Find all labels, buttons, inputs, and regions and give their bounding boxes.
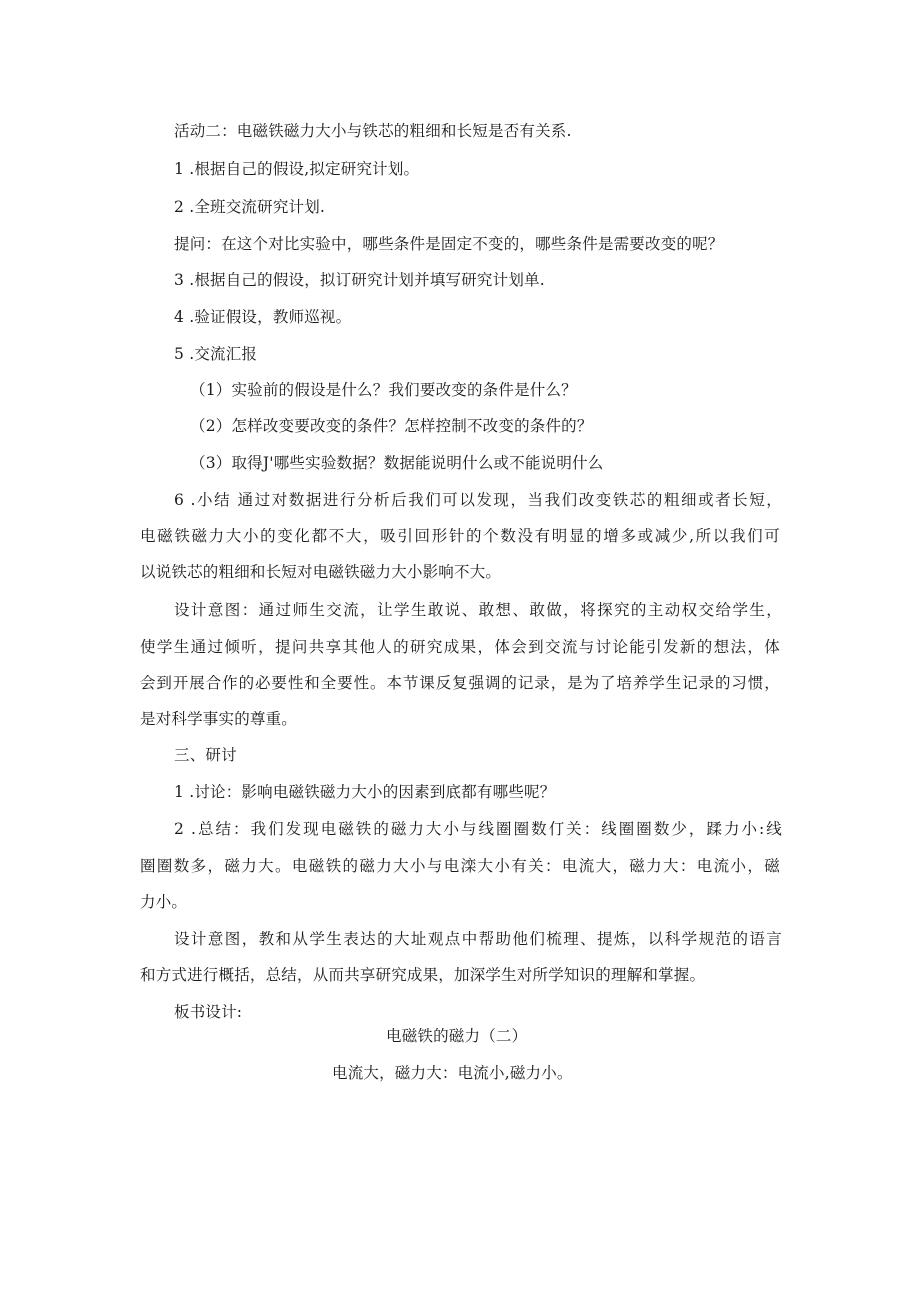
board-design-label: 板书设计:: [174, 1003, 243, 1021]
design-intent-1-line-3: 会到开展合作的必要性和全要性。本节课反复强调的记录，是为了培养学生记录的习惯，: [140, 674, 780, 692]
sub-item-3: （3）取得J'哪些实验数据？数据能说明什么或不能说明什么: [190, 454, 604, 472]
activity2-title: 活动二：电磁铁磁力大小与铁芯的粗细和长短是否有关系.: [174, 122, 572, 140]
step-3: 3 .根据自己的假设，拟订研究计划并填写研究计划单.: [174, 271, 545, 289]
design-intent-2-line-2: 和方式进行概括，总结，从而共享研究成果，加深学生对所学知识的理解和掌握。: [140, 966, 706, 984]
summary-line-3: 以说铁芯的粗细和长短对电磁铁磁力大小影响不大。: [140, 563, 502, 581]
question-text: 提问：在这个对比实验中，哪些条件是固定不变的，哪些条件是需要改变的呢？: [174, 235, 724, 253]
conclusion-line-1: 2 .总结：我们发现电磁铁的磁力大小与线圈圈数仃关：线圈圈数少，蹂力小:线: [174, 820, 782, 838]
step-2: 2 .全班交流研究计划.: [174, 198, 326, 216]
sub-item-1: （1）实验前的假设是什么？我们要改变的条件是什么？: [190, 381, 577, 399]
design-intent-1-line-1: 设计意图：通过师生交流，让学生敢说、敢想、敢做，将探究的主动权交给学生，: [174, 601, 782, 619]
step-1: 1 .根据自己的假设,拟定研究计划。: [174, 160, 420, 178]
discussion-item: 1 .讨论：影响电磁铁磁力大小的因素到底都有哪些呢？: [174, 783, 556, 801]
design-intent-2-line-1: 设计意图，教和从学生表达的大址观点中帮助他们梳理、提炼，以科学规范的语言: [174, 930, 782, 948]
step-4: 4 .验证假设，教师巡视。: [174, 308, 352, 326]
summary-line-2: 电磁铁磁力大小的变化都不大，吸引回形针的个数没有明显的增多或减少,所以我们可: [140, 527, 780, 545]
sub-item-2: （2）怎样改变要改变的条件？怎样控制不改变的条件的？: [190, 417, 593, 435]
section-3-heading: 三、研讨: [174, 746, 237, 764]
board-content: 电流大，磁力大：电流小,磁力小。: [332, 1064, 573, 1082]
design-intent-1-line-4: 是对科学事实的尊重。: [140, 710, 298, 728]
conclusion-line-2: 圈圈数多，磁力大。电磁铁的磁力大小与电滦大小有关：电流大，磁力大：电流小，磁: [140, 857, 780, 875]
design-intent-1-line-2: 使学生通过倾听，提问共享其他人的研究成果，体会到交流与讨论能引发新的想法，体: [140, 638, 780, 656]
summary-line-1: 6 .小结 通过对数据进行分析后我们可以发现，当我们改变铁芯的粗细或者长短，: [174, 491, 782, 509]
conclusion-line-3: 力小。: [140, 893, 188, 911]
step-5: 5 .交流汇报: [174, 345, 258, 363]
board-title: 电磁铁的磁力（二）: [386, 1027, 528, 1045]
